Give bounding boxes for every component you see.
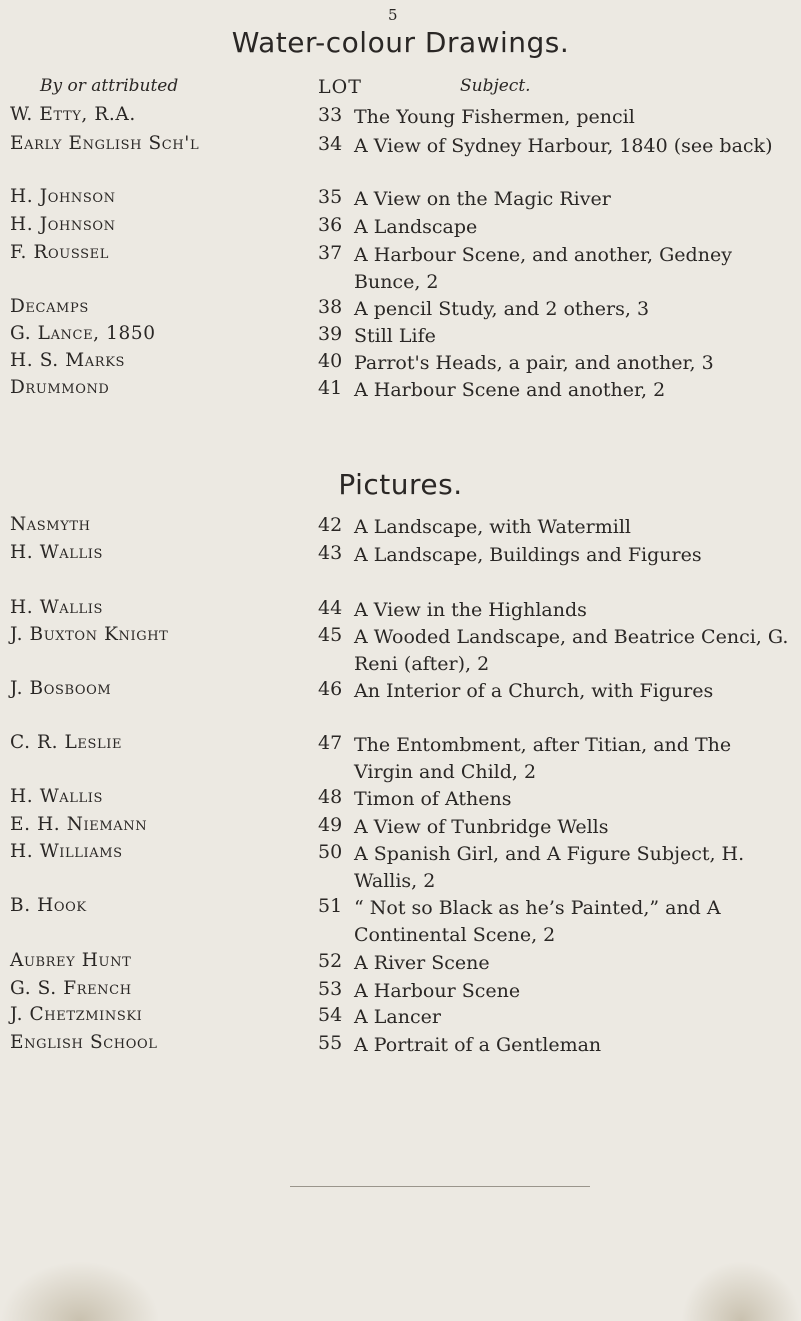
artist-name: Drummond bbox=[10, 377, 110, 398]
lot-number: 39 bbox=[318, 323, 343, 345]
section-title-watercolours: Water-colour Drawings. bbox=[231, 26, 570, 59]
lot-number: 40 bbox=[318, 350, 343, 372]
lot-subject: “ Not so Black as he’s Painted,” and A Continental Scene, 2 bbox=[354, 897, 721, 946]
lot-number: 34 bbox=[318, 133, 343, 155]
header-by: By or attributed bbox=[40, 76, 179, 96]
lot-number: 41 bbox=[318, 377, 343, 399]
lot-subject: A Portrait of a Gentleman bbox=[354, 1034, 602, 1056]
artist-name: H. Wallis bbox=[10, 786, 104, 807]
edge-stain-left bbox=[0, 1261, 160, 1321]
lot-number: 42 bbox=[318, 514, 343, 536]
lot-subject: A Wooded Landscape, and Beatrice Cenci, G. Reni (after), 2 bbox=[354, 626, 789, 675]
artist-name: H. Johnson bbox=[10, 214, 116, 235]
lot-subject: A View of Tunbridge Wells bbox=[354, 816, 609, 838]
artist-name: F. Roussel bbox=[10, 242, 109, 263]
lot-subject: The Entombment, after Titian, and The Virgin and Child, 2 bbox=[354, 734, 732, 783]
artist-name: H. Williams bbox=[10, 841, 123, 862]
lot-subject: A pencil Study, and 2 others, 3 bbox=[354, 298, 650, 320]
lot-subject: Still Life bbox=[354, 325, 436, 347]
artist-name: Decamps bbox=[10, 296, 89, 317]
lot-subject: Parrot's Heads, a pair, and another, 3 bbox=[354, 352, 714, 374]
artist-name: J. Chetzminski bbox=[10, 1004, 143, 1025]
lot-subject: A Landscape, with Watermill bbox=[354, 516, 631, 538]
lot-subject: A Spanish Girl, and A Figure Subject, H. Wallis, 2 bbox=[354, 843, 745, 892]
edge-stain-right bbox=[681, 1261, 801, 1321]
lot-subject: A Landscape bbox=[354, 216, 478, 238]
lot-number: 53 bbox=[318, 978, 343, 1000]
lot-subject: A Harbour Scene bbox=[354, 980, 521, 1002]
artist-name: H. Wallis bbox=[10, 542, 104, 563]
lot-number: 35 bbox=[318, 186, 343, 208]
lot-number: 44 bbox=[318, 597, 343, 619]
artist-name: B. Hook bbox=[10, 895, 87, 916]
lot-number: 54 bbox=[318, 1004, 343, 1026]
lot-number: 50 bbox=[318, 841, 343, 863]
artist-name: H. Johnson bbox=[10, 186, 116, 207]
artist-name: Early English Sch'l bbox=[10, 133, 200, 154]
lot-number: 49 bbox=[318, 814, 343, 836]
lot-number: 55 bbox=[318, 1032, 343, 1054]
section-title-pictures: Pictures. bbox=[338, 468, 463, 501]
divider-rule bbox=[290, 1186, 590, 1187]
page-number: 5 bbox=[388, 6, 398, 24]
artist-name: Aubrey Hunt bbox=[10, 950, 132, 971]
lot-subject: The Young Fishermen, pencil bbox=[354, 106, 635, 128]
lot-subject: A Lancer bbox=[354, 1006, 441, 1028]
lot-subject: A View of Sydney Harbour, 1840 (see back) bbox=[354, 135, 773, 157]
lot-number: 38 bbox=[318, 296, 343, 318]
artist-name: J. Bosboom bbox=[10, 678, 112, 699]
lot-number: 51 bbox=[318, 895, 343, 917]
artist-name: C. R. Leslie bbox=[10, 732, 123, 753]
lot-subject: A View in the Highlands bbox=[354, 599, 587, 621]
lot-subject: A Harbour Scene, and another, Gedney Bunce, 2 bbox=[354, 244, 732, 293]
lot-subject: A River Scene bbox=[354, 952, 490, 974]
lot-number: 52 bbox=[318, 950, 343, 972]
lot-number: 45 bbox=[318, 624, 343, 646]
header-subject: Subject. bbox=[460, 76, 531, 96]
artist-name: G. Lance, 1850 bbox=[10, 323, 156, 344]
artist-name: E. H. Niemann bbox=[10, 814, 148, 835]
lot-subject: A View on the Magic River bbox=[354, 188, 611, 210]
artist-name: Nasmyth bbox=[10, 514, 91, 535]
lot-number: 37 bbox=[318, 242, 343, 264]
lot-number: 43 bbox=[318, 542, 343, 564]
lot-subject: An Interior of a Church, with Figures bbox=[354, 680, 714, 702]
lot-number: 46 bbox=[318, 678, 343, 700]
lot-subject: Timon of Athens bbox=[354, 788, 512, 810]
artist-name: H. Wallis bbox=[10, 597, 104, 618]
artist-name: H. S. Marks bbox=[10, 350, 126, 371]
lot-number: 48 bbox=[318, 786, 343, 808]
lot-subject: A Landscape, Buildings and Figures bbox=[354, 544, 702, 566]
artist-name: J. Buxton Knight bbox=[10, 624, 169, 645]
artist-name: W. Etty, R.A. bbox=[10, 104, 136, 125]
lot-number: 47 bbox=[318, 732, 343, 754]
artist-name: G. S. French bbox=[10, 978, 132, 999]
header-lot: LOT bbox=[318, 76, 362, 98]
lot-number: 36 bbox=[318, 214, 343, 236]
lot-subject: A Harbour Scene and another, 2 bbox=[354, 379, 666, 401]
artist-name: English School bbox=[10, 1032, 158, 1053]
lot-number: 33 bbox=[318, 104, 343, 126]
